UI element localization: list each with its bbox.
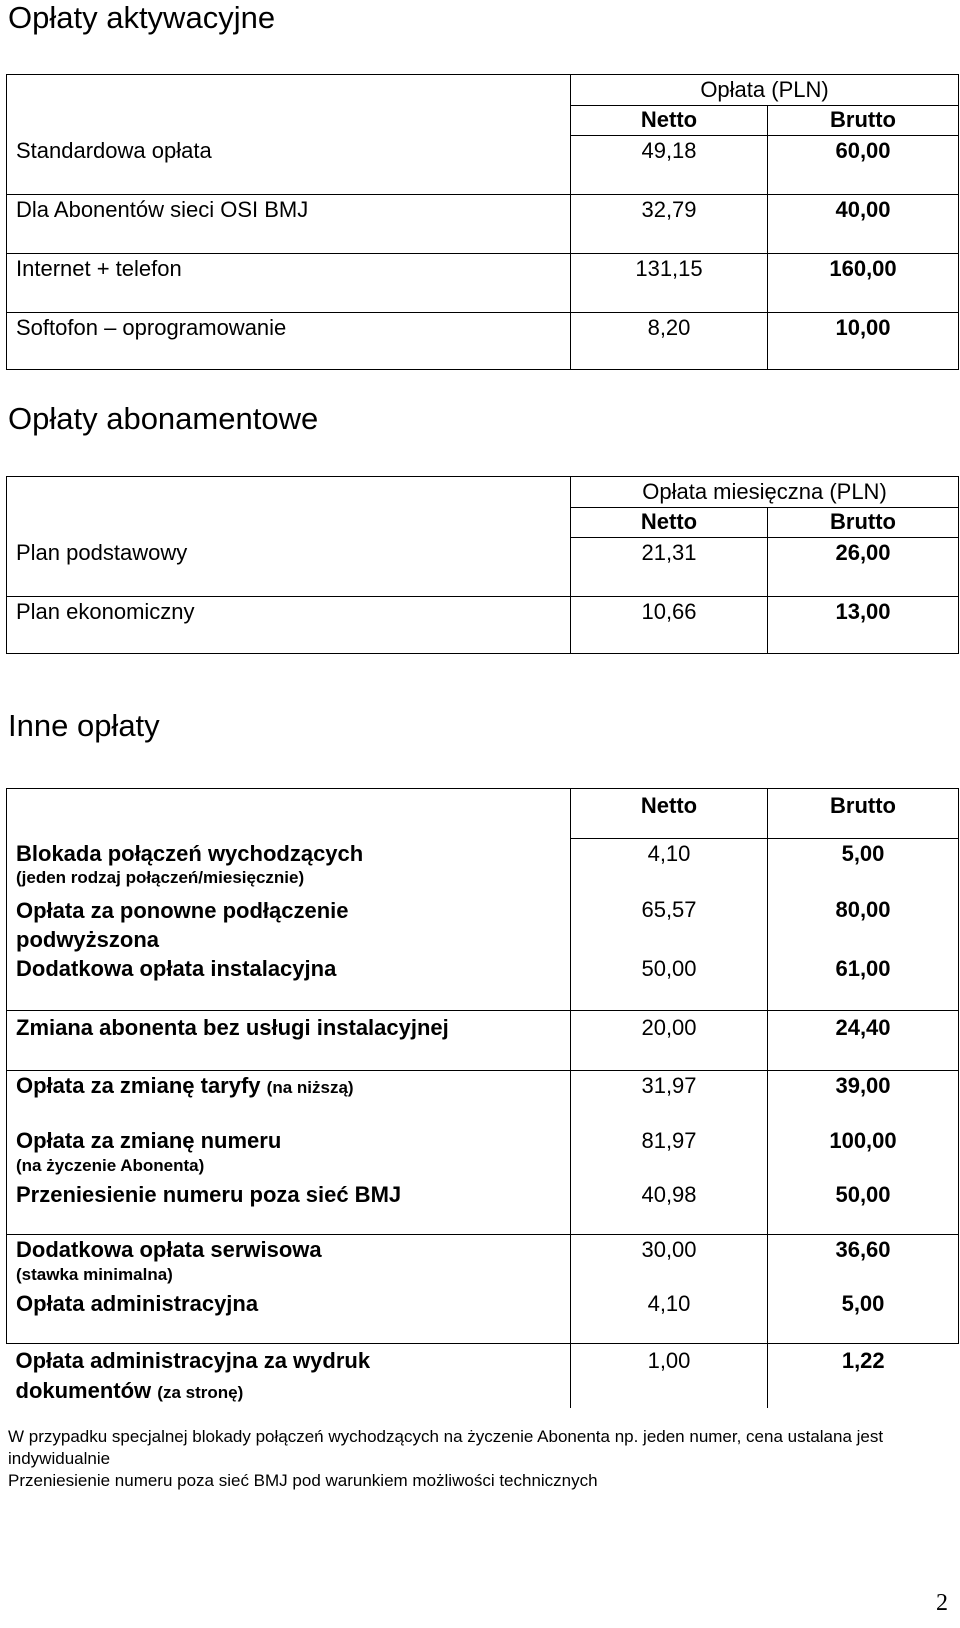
row-netto: 21,31	[571, 538, 768, 597]
row-label: Opłata za zmianę numeru	[16, 1127, 282, 1153]
table-row	[7, 1290, 959, 1344]
row-sublabel: (za stronę)	[157, 1383, 244, 1402]
row-brutto: 26,00	[768, 538, 959, 597]
row-brutto: 160,00	[768, 254, 959, 313]
col-brutto: Brutto	[768, 789, 959, 839]
col-brutto: Brutto	[768, 106, 959, 136]
row-label: Dodatkowa opłata instalacyjna	[7, 954, 571, 1011]
section-title-activation: Opłaty aktywacyjne	[8, 0, 276, 35]
row-label-cell	[7, 1344, 571, 1409]
activation-fees-table	[6, 74, 959, 370]
row-netto: 31,97	[571, 1071, 768, 1127]
empty-header-cell	[7, 75, 571, 136]
table-row	[7, 1235, 959, 1290]
row-label-cell	[7, 1235, 571, 1290]
table-row	[7, 1181, 959, 1235]
row-brutto: 39,00	[768, 1071, 959, 1127]
row-netto: 1,00	[571, 1344, 768, 1409]
row-label-cell	[7, 1127, 571, 1181]
footnotes	[8, 1426, 948, 1492]
header-group: Opłata (PLN)	[571, 75, 959, 106]
row-brutto: 50,00	[768, 1181, 959, 1235]
row-label: Opłata administracyjna	[7, 1290, 571, 1344]
table-row	[7, 195, 959, 254]
table-row	[7, 954, 959, 1011]
row-sublabel: (jeden rodzaj połączeń/miesięcznie)	[16, 867, 305, 887]
table-row	[7, 896, 959, 954]
table-row	[7, 1344, 959, 1409]
table-row	[7, 1071, 959, 1127]
row-brutto: 24,40	[768, 1011, 959, 1071]
row-netto: 20,00	[571, 1011, 768, 1071]
table-row	[7, 538, 959, 597]
table-row	[7, 839, 959, 896]
row-brutto: 61,00	[768, 954, 959, 1011]
row-netto: 4,10	[571, 1290, 768, 1344]
row-label: Blokada połączeń wychodzących	[16, 840, 364, 866]
row-netto: 49,18	[571, 136, 768, 195]
row-netto: 32,79	[571, 195, 768, 254]
section-title-subscription: Opłaty abonamentowe	[8, 401, 319, 436]
row-sublabel: (na życzenie Abonenta)	[16, 1155, 205, 1175]
row-brutto: 1,22	[768, 1344, 959, 1409]
table-row	[7, 254, 959, 313]
row-label: Przeniesienie numeru poza sieć BMJ	[7, 1181, 571, 1235]
row-label: Opłata administracyjna za wydruk dokumentów	[15, 1348, 371, 1403]
col-netto: Netto	[571, 106, 768, 136]
col-brutto: Brutto	[768, 508, 959, 538]
row-netto: 40,98	[571, 1181, 768, 1235]
table-row	[7, 136, 959, 195]
row-label: Opłata za zmianę taryfy	[16, 1073, 261, 1098]
row-brutto: 13,00	[768, 597, 959, 654]
row-brutto: 80,00	[768, 896, 959, 954]
header-group: Opłata miesięczna (PLN)	[571, 477, 959, 508]
row-label: Internet + telefon	[7, 254, 571, 313]
row-brutto: 60,00	[768, 136, 959, 195]
page-number: 2	[936, 1590, 948, 1616]
row-netto: 4,10	[571, 839, 768, 896]
row-label-cell	[7, 896, 571, 954]
row-sublabel: (na niższą)	[266, 1078, 354, 1097]
footnote: W przypadku specjalnej blokady połączeń wychodzących na życzenie Abonenta np. jeden numer, cena ustalana jest indywidualnie	[8, 1427, 884, 1468]
row-brutto: 100,00	[768, 1127, 959, 1181]
table-row	[7, 597, 959, 654]
table-row	[7, 1011, 959, 1071]
empty-header-cell	[7, 789, 571, 839]
row-brutto: 40,00	[768, 195, 959, 254]
row-label: Opłata za ponowne podłączenie podwyższona	[16, 897, 349, 952]
row-brutto: 5,00	[768, 839, 959, 896]
row-label: Softofon – oprogramowanie	[7, 313, 571, 370]
row-sublabel: (stawka minimalna)	[16, 1265, 173, 1284]
subscription-fees-table	[6, 476, 959, 654]
empty-header-cell	[7, 477, 571, 538]
col-netto: Netto	[571, 789, 768, 839]
row-label: Plan ekonomiczny	[7, 597, 571, 654]
row-netto: 30,00	[571, 1235, 768, 1290]
row-label: Plan podstawowy	[7, 538, 571, 597]
row-netto: 65,57	[571, 896, 768, 954]
row-netto: 131,15	[571, 254, 768, 313]
row-label-cell	[7, 839, 571, 896]
table-row	[7, 313, 959, 370]
row-netto: 50,00	[571, 954, 768, 1011]
other-fees-table	[6, 788, 959, 1408]
row-netto: 81,97	[571, 1127, 768, 1181]
row-brutto: 5,00	[768, 1290, 959, 1344]
row-label-cell	[7, 1071, 571, 1127]
row-label: Dla Abonentów sieci OSI BMJ	[7, 195, 571, 254]
row-brutto: 10,00	[768, 313, 959, 370]
row-netto: 8,20	[571, 313, 768, 370]
section-title-other: Inne opłaty	[8, 708, 160, 743]
row-brutto: 36,60	[768, 1235, 959, 1290]
row-label: Dodatkowa opłata serwisowa	[16, 1237, 322, 1262]
footnote: Przeniesienie numeru poza sieć BMJ pod warunkiem możliwości technicznych	[8, 1471, 598, 1490]
row-label: Zmiana abonenta bez usługi instalacyjnej	[7, 1011, 571, 1071]
col-netto: Netto	[571, 508, 768, 538]
table-row	[7, 1127, 959, 1181]
row-label: Standardowa opłata	[7, 136, 571, 195]
row-netto: 10,66	[571, 597, 768, 654]
